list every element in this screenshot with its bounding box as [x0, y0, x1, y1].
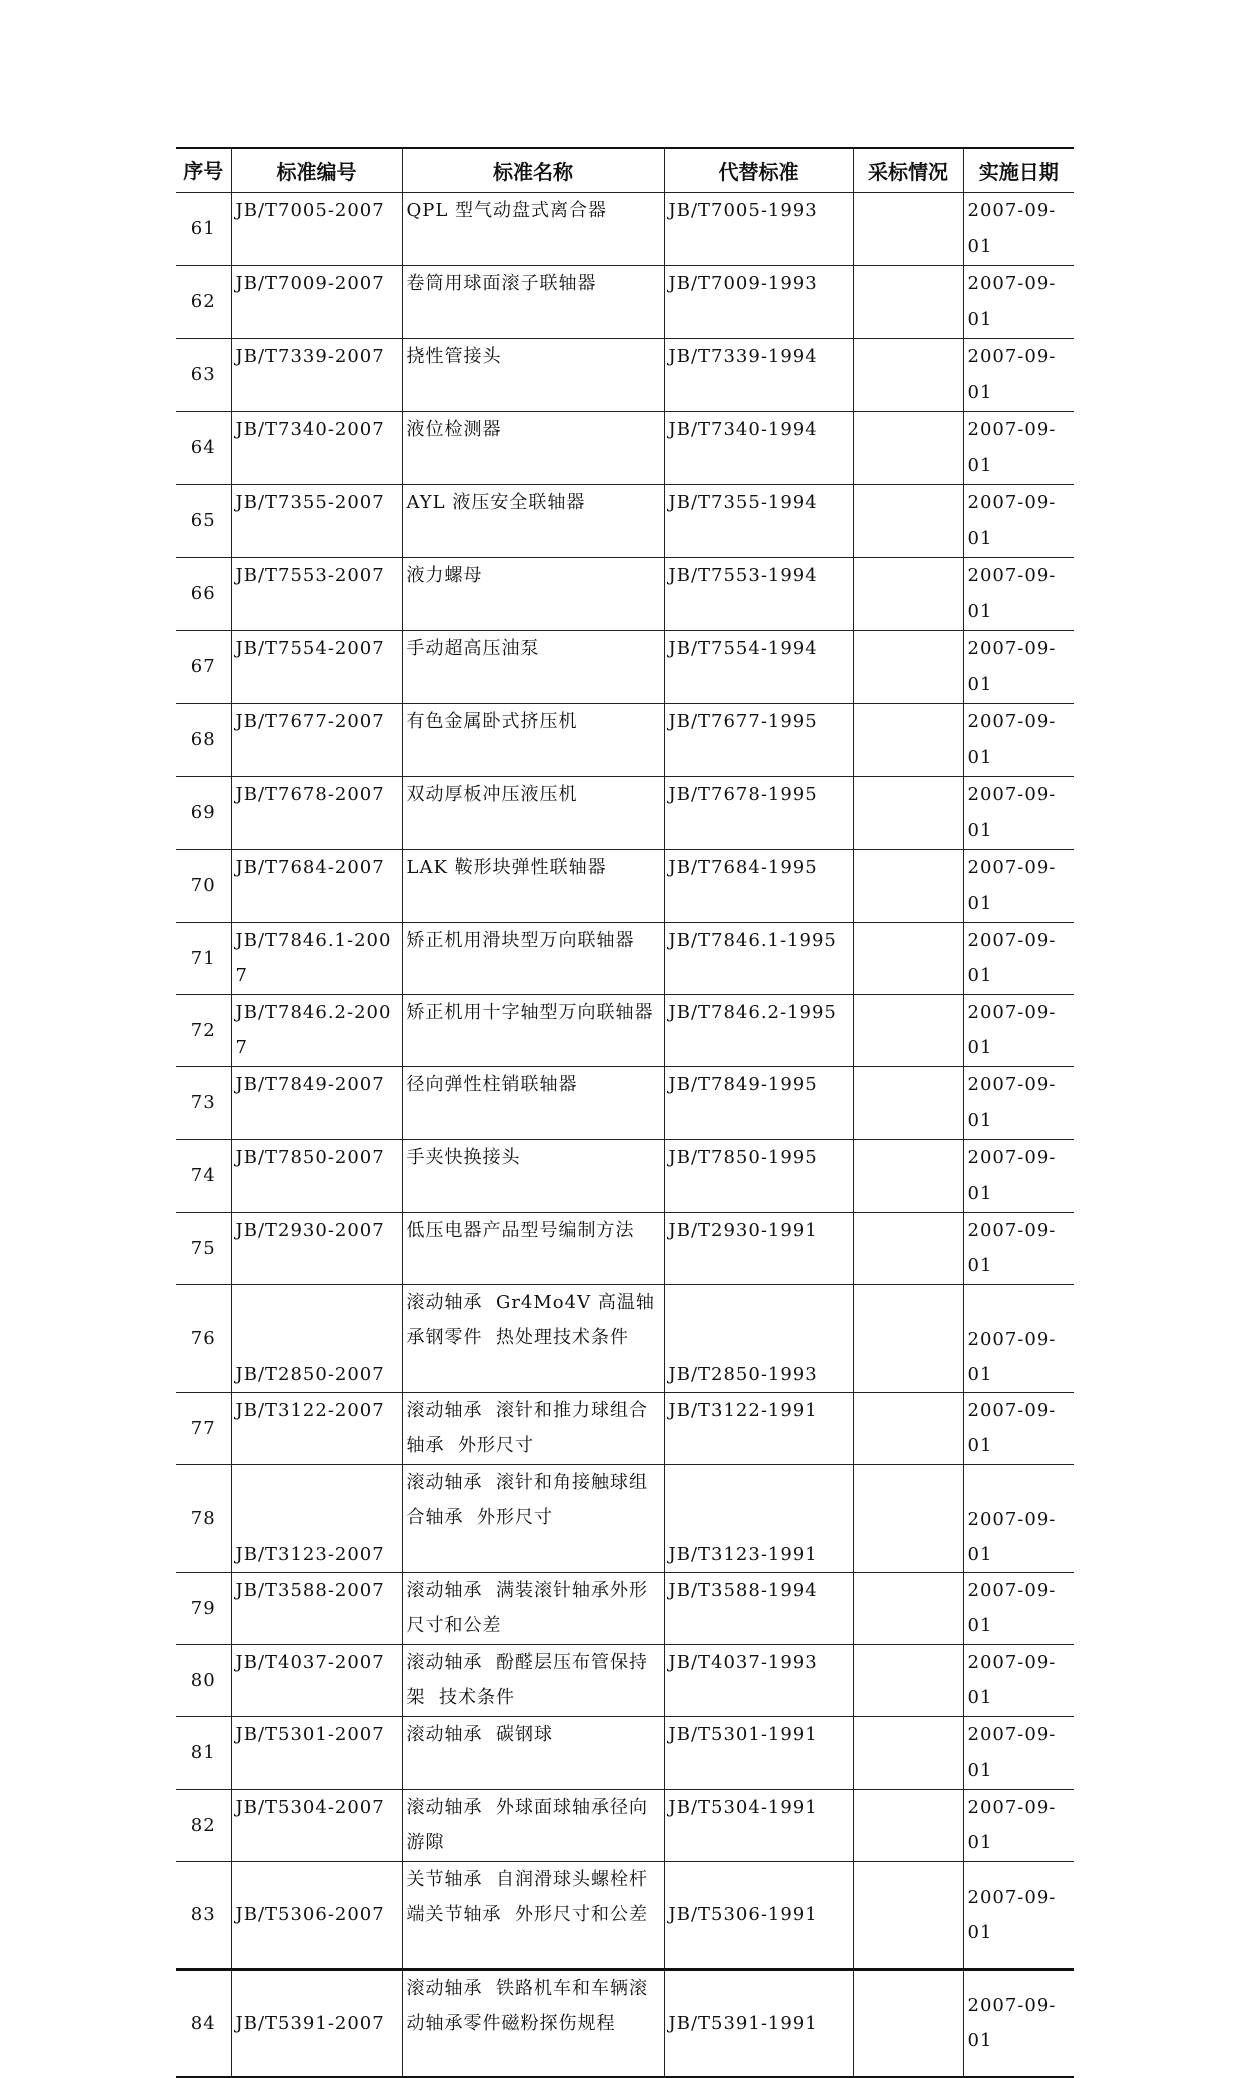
cell-effective-date: 2007-09-01: [963, 1392, 1074, 1464]
cell-adoption-status: [853, 1969, 963, 2077]
cell-standard-code: JB/T7846.1-2007: [231, 922, 402, 994]
cell-replaced-standard: JB/T7846.1-1995: [664, 922, 853, 994]
cell-standard-code: JB/T5304-2007: [231, 1789, 402, 1861]
cell-standard-name: 滚动轴承 铁路机车和车辆滚动轴承零件磁粉探伤规程: [402, 1969, 664, 2077]
cell-effective-date: 2007-09-01: [963, 1066, 1074, 1139]
cell-standard-name: 滚动轴承 外球面球轴承径向游隙: [402, 1789, 664, 1861]
cell-adoption-status: [853, 1139, 963, 1212]
table-row: [176, 1644, 1074, 1716]
header-standard-name: 标准名称: [402, 148, 664, 192]
cell-standard-code: JB/T3122-2007: [231, 1392, 402, 1464]
cell-standard-name: 滚动轴承 碳钢球: [402, 1716, 664, 1789]
table-row: [176, 1861, 1074, 1969]
cell-adoption-status: [853, 849, 963, 922]
cell-adoption-status: [853, 484, 963, 557]
cell-adoption-status: [853, 557, 963, 630]
cell-adoption-status: [853, 1644, 963, 1716]
cell-effective-date: 2007-09-01: [963, 265, 1074, 338]
table-row: [176, 411, 1074, 484]
cell-adoption-status: [853, 1284, 963, 1392]
table-row: [176, 1066, 1074, 1139]
cell-serial-number: 83: [176, 1861, 231, 1969]
table-row: [176, 557, 1074, 630]
cell-standard-code: JB/T3123-2007: [231, 1464, 402, 1572]
table-row: [176, 484, 1074, 557]
cell-standard-name: 卷筒用球面滚子联轴器: [402, 265, 664, 338]
cell-serial-number: 78: [176, 1464, 231, 1572]
cell-standard-name: 矫正机用十字轴型万向联轴器: [402, 994, 664, 1066]
header-effective-date: 实施日期: [963, 148, 1074, 192]
standards-table: [176, 147, 1074, 2078]
cell-effective-date: 2007-09-01: [963, 192, 1074, 265]
cell-effective-date: 2007-09-01: [963, 484, 1074, 557]
cell-adoption-status: [853, 265, 963, 338]
cell-standard-name: 手夹快换接头: [402, 1139, 664, 1212]
cell-serial-number: 66: [176, 557, 231, 630]
cell-replaced-standard: JB/T3122-1991: [664, 1392, 853, 1464]
cell-standard-code: JB/T7554-2007: [231, 630, 402, 703]
cell-serial-number: 69: [176, 776, 231, 849]
header-standard-code: 标准编号: [231, 148, 402, 192]
cell-standard-name: AYL 液压安全联轴器: [402, 484, 664, 557]
cell-adoption-status: [853, 1716, 963, 1789]
table-row: [176, 630, 1074, 703]
cell-adoption-status: [853, 1861, 963, 1969]
cell-standard-code: JB/T5306-2007: [231, 1861, 402, 1969]
cell-effective-date: 2007-09-01: [963, 1139, 1074, 1212]
cell-adoption-status: [853, 994, 963, 1066]
cell-standard-name: 手动超高压油泵: [402, 630, 664, 703]
cell-adoption-status: [853, 1464, 963, 1572]
cell-effective-date: 2007-09-01: [963, 703, 1074, 776]
table-row: [176, 1139, 1074, 1212]
cell-adoption-status: [853, 338, 963, 411]
cell-serial-number: 84: [176, 1969, 231, 2077]
cell-effective-date: 2007-09-01: [963, 630, 1074, 703]
cell-replaced-standard: JB/T5391-1991: [664, 1969, 853, 2077]
header-adoption-status: 采标情况: [853, 148, 963, 192]
cell-serial-number: 73: [176, 1066, 231, 1139]
cell-replaced-standard: JB/T2850-1993: [664, 1284, 853, 1392]
table-header-row: [176, 148, 1074, 192]
cell-standard-code: JB/T2930-2007: [231, 1212, 402, 1284]
cell-serial-number: 74: [176, 1139, 231, 1212]
table-body: [176, 192, 1074, 2077]
cell-effective-date: 2007-09-01: [963, 1861, 1074, 1969]
cell-effective-date: 2007-09-01: [963, 1464, 1074, 1572]
cell-serial-number: 77: [176, 1392, 231, 1464]
cell-standard-name: 滚动轴承 滚针和推力球组合轴承 外形尺寸: [402, 1392, 664, 1464]
cell-standard-code: JB/T2850-2007: [231, 1284, 402, 1392]
cell-effective-date: 2007-09-01: [963, 776, 1074, 849]
table-row: [176, 1212, 1074, 1284]
cell-standard-name: 挠性管接头: [402, 338, 664, 411]
cell-standard-code: JB/T7677-2007: [231, 703, 402, 776]
cell-replaced-standard: JB/T7846.2-1995: [664, 994, 853, 1066]
cell-effective-date: 2007-09-01: [963, 1969, 1074, 2077]
table-row: [176, 1464, 1074, 1572]
cell-standard-code: JB/T7005-2007: [231, 192, 402, 265]
cell-adoption-status: [853, 1392, 963, 1464]
cell-serial-number: 76: [176, 1284, 231, 1392]
cell-replaced-standard: JB/T7340-1994: [664, 411, 853, 484]
cell-adoption-status: [853, 1066, 963, 1139]
cell-serial-number: 62: [176, 265, 231, 338]
cell-serial-number: 80: [176, 1644, 231, 1716]
cell-standard-name: 液力螺母: [402, 557, 664, 630]
cell-standard-name: 径向弹性柱销联轴器: [402, 1066, 664, 1139]
cell-effective-date: 2007-09-01: [963, 922, 1074, 994]
cell-standard-name: 滚动轴承 满装滚针轴承外形尺寸和公差: [402, 1572, 664, 1644]
cell-adoption-status: [853, 630, 963, 703]
cell-standard-code: JB/T7339-2007: [231, 338, 402, 411]
cell-replaced-standard: JB/T2930-1991: [664, 1212, 853, 1284]
cell-replaced-standard: JB/T3123-1991: [664, 1464, 853, 1572]
cell-adoption-status: [853, 1572, 963, 1644]
cell-standard-name: 矫正机用滑块型万向联轴器: [402, 922, 664, 994]
cell-standard-name: QPL 型气动盘式离合器: [402, 192, 664, 265]
cell-standard-name: 有色金属卧式挤压机: [402, 703, 664, 776]
cell-replaced-standard: JB/T7678-1995: [664, 776, 853, 849]
cell-adoption-status: [853, 1789, 963, 1861]
cell-standard-code: JB/T3588-2007: [231, 1572, 402, 1644]
cell-effective-date: 2007-09-01: [963, 994, 1074, 1066]
cell-standard-code: JB/T5391-2007: [231, 1969, 402, 2077]
cell-replaced-standard: JB/T7684-1995: [664, 849, 853, 922]
cell-adoption-status: [853, 703, 963, 776]
cell-standard-code: JB/T7553-2007: [231, 557, 402, 630]
cell-effective-date: 2007-09-01: [963, 1789, 1074, 1861]
cell-standard-code: JB/T4037-2007: [231, 1644, 402, 1716]
cell-standard-name: 低压电器产品型号编制方法: [402, 1212, 664, 1284]
cell-serial-number: 82: [176, 1789, 231, 1861]
cell-replaced-standard: JB/T7005-1993: [664, 192, 853, 265]
cell-effective-date: 2007-09-01: [963, 1212, 1074, 1284]
cell-effective-date: 2007-09-01: [963, 1572, 1074, 1644]
cell-standard-name: 液位检测器: [402, 411, 664, 484]
cell-standard-code: JB/T7678-2007: [231, 776, 402, 849]
cell-standard-name: 滚动轴承 滚针和角接触球组合轴承 外形尺寸: [402, 1464, 664, 1572]
cell-replaced-standard: JB/T7339-1994: [664, 338, 853, 411]
table-row: [176, 1284, 1074, 1392]
cell-standard-code: JB/T7849-2007: [231, 1066, 402, 1139]
cell-serial-number: 67: [176, 630, 231, 703]
cell-standard-code: JB/T7846.2-2007: [231, 994, 402, 1066]
cell-replaced-standard: JB/T5301-1991: [664, 1716, 853, 1789]
cell-serial-number: 71: [176, 922, 231, 994]
table-row: [176, 1789, 1074, 1861]
cell-serial-number: 79: [176, 1572, 231, 1644]
table-row: [176, 703, 1074, 776]
table-row: [176, 776, 1074, 849]
cell-standard-name: LAK 鞍形块弹性联轴器: [402, 849, 664, 922]
cell-serial-number: 61: [176, 192, 231, 265]
cell-serial-number: 63: [176, 338, 231, 411]
cell-effective-date: 2007-09-01: [963, 1716, 1074, 1789]
table-row: [176, 338, 1074, 411]
cell-replaced-standard: JB/T5306-1991: [664, 1861, 853, 1969]
cell-standard-name: 滚动轴承 酚醛层压布管保持架 技术条件: [402, 1644, 664, 1716]
table-row: [176, 1969, 1074, 2077]
cell-replaced-standard: JB/T5304-1991: [664, 1789, 853, 1861]
cell-standard-code: JB/T7850-2007: [231, 1139, 402, 1212]
cell-effective-date: 2007-09-01: [963, 1284, 1074, 1392]
table-row: [176, 192, 1074, 265]
cell-replaced-standard: JB/T7850-1995: [664, 1139, 853, 1212]
cell-replaced-standard: JB/T7849-1995: [664, 1066, 853, 1139]
cell-adoption-status: [853, 1212, 963, 1284]
cell-standard-code: JB/T7009-2007: [231, 265, 402, 338]
table-row: [176, 922, 1074, 994]
cell-adoption-status: [853, 922, 963, 994]
cell-adoption-status: [853, 776, 963, 849]
table-row: [176, 1716, 1074, 1789]
cell-serial-number: 65: [176, 484, 231, 557]
table-row: [176, 1572, 1074, 1644]
cell-replaced-standard: JB/T3588-1994: [664, 1572, 853, 1644]
cell-replaced-standard: JB/T7677-1995: [664, 703, 853, 776]
cell-effective-date: 2007-09-01: [963, 338, 1074, 411]
cell-serial-number: 75: [176, 1212, 231, 1284]
cell-standard-name: 双动厚板冲压液压机: [402, 776, 664, 849]
cell-effective-date: 2007-09-01: [963, 849, 1074, 922]
table-row: [176, 994, 1074, 1066]
cell-serial-number: 68: [176, 703, 231, 776]
cell-adoption-status: [853, 192, 963, 265]
cell-replaced-standard: JB/T7009-1993: [664, 265, 853, 338]
cell-replaced-standard: JB/T4037-1993: [664, 1644, 853, 1716]
cell-serial-number: 72: [176, 994, 231, 1066]
header-replaced-standard: 代替标准: [664, 148, 853, 192]
cell-effective-date: 2007-09-01: [963, 1644, 1074, 1716]
cell-effective-date: 2007-09-01: [963, 411, 1074, 484]
cell-standard-code: JB/T7340-2007: [231, 411, 402, 484]
cell-serial-number: 64: [176, 411, 231, 484]
cell-standard-code: JB/T7355-2007: [231, 484, 402, 557]
cell-standard-name: 关节轴承 自润滑球头螺栓杆端关节轴承 外形尺寸和公差: [402, 1861, 664, 1969]
table-row: [176, 1392, 1074, 1464]
cell-serial-number: 81: [176, 1716, 231, 1789]
cell-replaced-standard: JB/T7554-1994: [664, 630, 853, 703]
cell-serial-number: 70: [176, 849, 231, 922]
cell-replaced-standard: JB/T7355-1994: [664, 484, 853, 557]
cell-effective-date: 2007-09-01: [963, 557, 1074, 630]
header-serial-number: 序号: [176, 148, 231, 192]
table-row: [176, 849, 1074, 922]
table-row: [176, 265, 1074, 338]
cell-standard-code: JB/T5301-2007: [231, 1716, 402, 1789]
cell-adoption-status: [853, 411, 963, 484]
cell-replaced-standard: JB/T7553-1994: [664, 557, 853, 630]
cell-standard-code: JB/T7684-2007: [231, 849, 402, 922]
cell-standard-name: 滚动轴承 Gr4Mo4V 高温轴承钢零件 热处理技术条件: [402, 1284, 664, 1392]
